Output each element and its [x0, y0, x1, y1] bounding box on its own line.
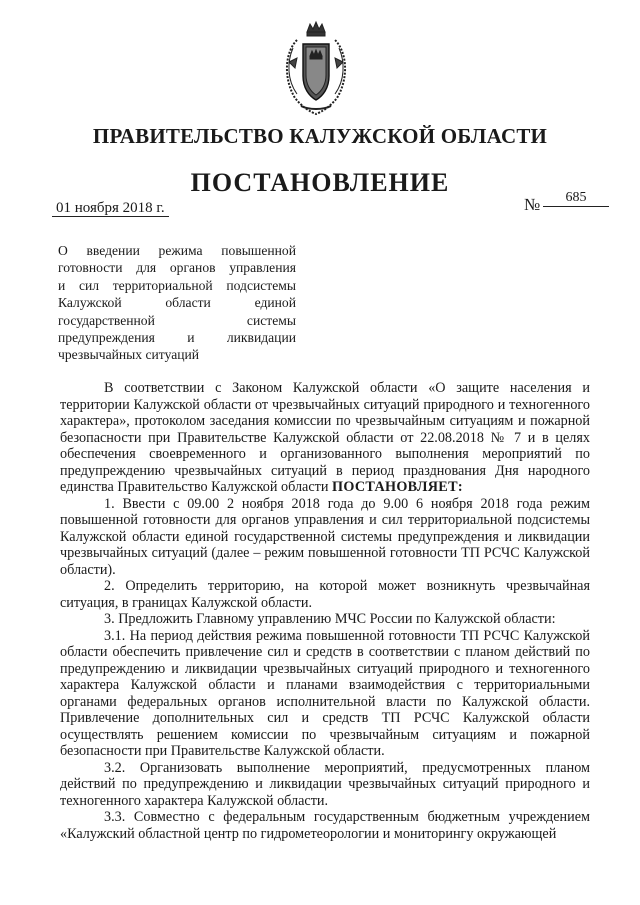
paragraph-1: 1. Ввести с 09.00 2 ноября 2018 года до 9.00 6 ноября 2018 года режим повышенной готовности для органов управления и сил территориальной подсистемы Калужской области единой государственной системы предупреждения и ликвидации чрезвычайных ситуаций (далее – режим повышенной готовности ТП РСЧС Калужской области). — [60, 495, 590, 578]
subject-line: чрезвычайных ситуаций — [58, 347, 200, 363]
paragraph-3-2: 3.2. Организовать выполнение мероприятий, предусмотренных планом действий по предупреждению и ликвидации чрезвычайных ситуаций природного и техногенного характера Калужской области. — [60, 759, 590, 809]
decides-keyword: ПОСТАНОВЛЯЕТ: — [332, 479, 463, 495]
preamble-paragraph — [60, 380, 590, 496]
subject-line: предупреждения и ликвидации — [58, 330, 296, 346]
subject-line: и сил территориальной подсистемы — [58, 277, 296, 293]
paragraph-2: 2. Определить территорию, на которой может возникнуть чрезвычайная ситуация, в границах Калужской области. — [60, 578, 590, 611]
subject-line: готовности для органов управления — [58, 260, 296, 276]
document-date: 01 ноября 2018 г. — [52, 200, 169, 217]
document-body — [60, 380, 590, 842]
document-number: 685 — [543, 190, 609, 207]
paragraph-3-3: 3.3. Совместно с федеральным государственным бюджетным учреждением «Калужский областной центр по гидрометеорологии и мониторингу окружающей — [60, 809, 590, 842]
paragraph-3: 3. Предложить Главному управлению МЧС России по Калужской области: — [104, 611, 556, 627]
number-sign: № — [524, 195, 541, 214]
paragraph-3-1: 3.1. На период действия режима повышенной готовности ТП РСЧС Калужской области обеспечить привлечение сил и средств в соответствии с планом действий по предупреждению и ликвидации чрезвычайных ситуаций природного и техногенного характера Калужской области и планами взаимодействия с территориальными органами федеральных органов исполнительной власти по Калужской области. Привлечение дополнительных сил и средств ТП РСЧС Калужской области осуществлять решением комиссии по чрезвычайным ситуациям и пожарной безопасности при Правительстве Калужской области. — [60, 627, 590, 759]
coat-of-arms-icon — [277, 18, 355, 118]
document-type-title: ПОСТАНОВЛЕНИЕ — [190, 168, 450, 197]
subject-line: государственной системы — [58, 312, 296, 328]
preamble-text: В соответствии с Законом Калужской области «О защите населения и территории Калужской области от чрезвычайных ситуаций природного и техногенного характера», протоколом заседания комиссии по чрезвычайным ситуациям и пожарной безопасности при Правительстве Калужской области от 22.08.2018 № 7 и в целях обеспечения своевременного и организованного выполнения мероприятий по предупреждению чрезвычайных ситуаций в период празднования Дня народного единства Правительство Калужской области — [60, 380, 590, 495]
subject-line: О введении режима повышенной — [58, 243, 296, 258]
subject-line: Калужской области единой — [58, 295, 296, 311]
government-title: ПРАВИТЕЛЬСТВО КАЛУЖСКОЙ ОБЛАСТИ — [92, 124, 548, 148]
document-subject — [58, 242, 296, 364]
